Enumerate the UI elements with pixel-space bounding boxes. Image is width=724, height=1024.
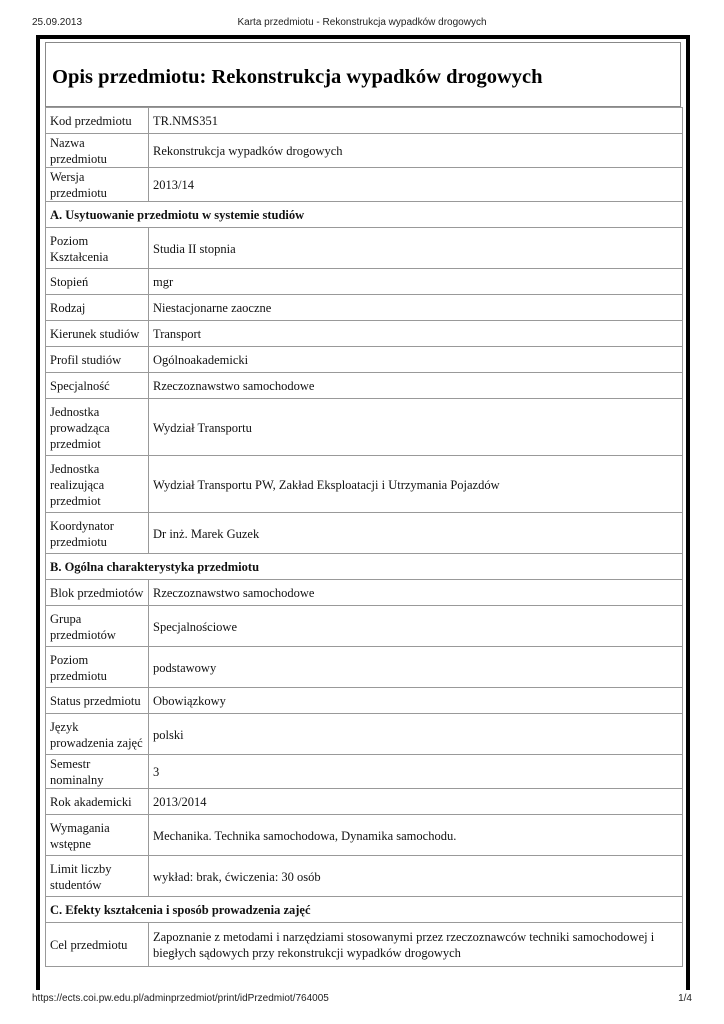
field-value: 3 (149, 755, 683, 789)
field-value: mgr (149, 269, 683, 295)
section-header-row (46, 897, 683, 923)
field-value: Niestacjonarne zaoczne (149, 295, 683, 321)
field-value: Studia II stopnia (149, 228, 683, 269)
section-heading: A. Usytuowanie przedmiotu w systemie studiów (46, 202, 683, 228)
field-value: Ogólnoakademicki (149, 347, 683, 373)
field-value: Rzeczoznawstwo samochodowe (149, 373, 683, 399)
field-label: Poziom przedmiotu (46, 647, 149, 688)
table-row (46, 228, 683, 269)
field-label: Język prowadzenia zajęć (46, 714, 149, 755)
table-row (46, 815, 683, 856)
table-row (46, 295, 683, 321)
field-label: Semestr nominalny (46, 755, 149, 789)
field-value: Mechanika. Technika samochodowa, Dynamika samochodu. (149, 815, 683, 856)
table-row (46, 755, 683, 789)
field-value: Dr inż. Marek Guzek (149, 513, 683, 554)
field-value: Zapoznanie z metodami i narzędziami stosowanymi przez rzeczoznawców techniki samochodowej i biegłych sądowych przy rekonstrukcji wypadków drogowych (149, 923, 683, 967)
field-label: Blok przedmiotów (46, 580, 149, 606)
field-label: Status przedmiotu (46, 688, 149, 714)
table-row (46, 789, 683, 815)
table-row (46, 856, 683, 897)
table-row (46, 321, 683, 347)
page-title: Opis przedmiotu: Rekonstrukcja wypadków drogowych (45, 42, 681, 107)
field-value: 2013/14 (149, 168, 683, 202)
table-row (46, 108, 683, 134)
field-label: Wymagania wstępne (46, 815, 149, 856)
field-value: polski (149, 714, 683, 755)
field-label: Grupa przedmiotów (46, 606, 149, 647)
table-row (46, 688, 683, 714)
table-row (46, 168, 683, 202)
field-value: Wydział Transportu (149, 399, 683, 456)
table-row (46, 373, 683, 399)
field-label: Jednostka prowadząca przedmiot (46, 399, 149, 456)
field-value: wykład: brak, ćwiczenia: 30 osób (149, 856, 683, 897)
field-label: Nazwa przedmiotu (46, 134, 149, 168)
section-header-row (46, 554, 683, 580)
field-label: Cel przedmiotu (46, 923, 149, 967)
section-heading: C. Efekty kształcenia i sposób prowadzenia zajęć (46, 897, 683, 923)
field-label: Limit liczby studentów (46, 856, 149, 897)
course-card (36, 35, 690, 990)
print-title: Karta przedmiotu - Rekonstrukcja wypadków drogowych (237, 17, 487, 28)
field-value: Wydział Transportu PW, Zakład Eksploatacji i Utrzymania Pojazdów (149, 456, 683, 513)
table-row (46, 347, 683, 373)
print-url: https://ects.coi.pw.edu.pl/adminprzedmiot/print/idPrzedmiot/764005 (32, 993, 329, 1004)
table-row (46, 580, 683, 606)
field-value: podstawowy (149, 647, 683, 688)
table-row (46, 399, 683, 456)
course-info-table (45, 107, 683, 967)
field-value: TR.NMS351 (149, 108, 683, 134)
table-row (46, 647, 683, 688)
field-label: Rok akademicki (46, 789, 149, 815)
field-value: Specjalnościowe (149, 606, 683, 647)
field-label: Kierunek studiów (46, 321, 149, 347)
field-label: Profil studiów (46, 347, 149, 373)
section-header-row (46, 202, 683, 228)
field-label: Koordynator przedmiotu (46, 513, 149, 554)
table-row (46, 714, 683, 755)
table-row (46, 269, 683, 295)
field-label: Kod przedmiotu (46, 108, 149, 134)
field-label: Stopień (46, 269, 149, 295)
field-label: Specjalność (46, 373, 149, 399)
table-row (46, 456, 683, 513)
table-row (46, 606, 683, 647)
table-row (46, 513, 683, 554)
page-number: 1/4 (678, 993, 692, 1004)
print-date: 25.09.2013 (32, 17, 83, 28)
field-label: Rodzaj (46, 295, 149, 321)
field-value: Rekonstrukcja wypadków drogowych (149, 134, 683, 168)
print-header (32, 17, 692, 31)
table-row (46, 923, 683, 967)
table-row (46, 134, 683, 168)
field-value: 2013/2014 (149, 789, 683, 815)
print-footer (32, 993, 692, 1007)
field-value: Transport (149, 321, 683, 347)
field-value: Obowiązkowy (149, 688, 683, 714)
field-label: Jednostka realizująca przedmiot (46, 456, 149, 513)
section-heading: B. Ogólna charakterystyka przedmiotu (46, 554, 683, 580)
field-value: Rzeczoznawstwo samochodowe (149, 580, 683, 606)
field-label: Wersja przedmiotu (46, 168, 149, 202)
field-label: Poziom Kształcenia (46, 228, 149, 269)
